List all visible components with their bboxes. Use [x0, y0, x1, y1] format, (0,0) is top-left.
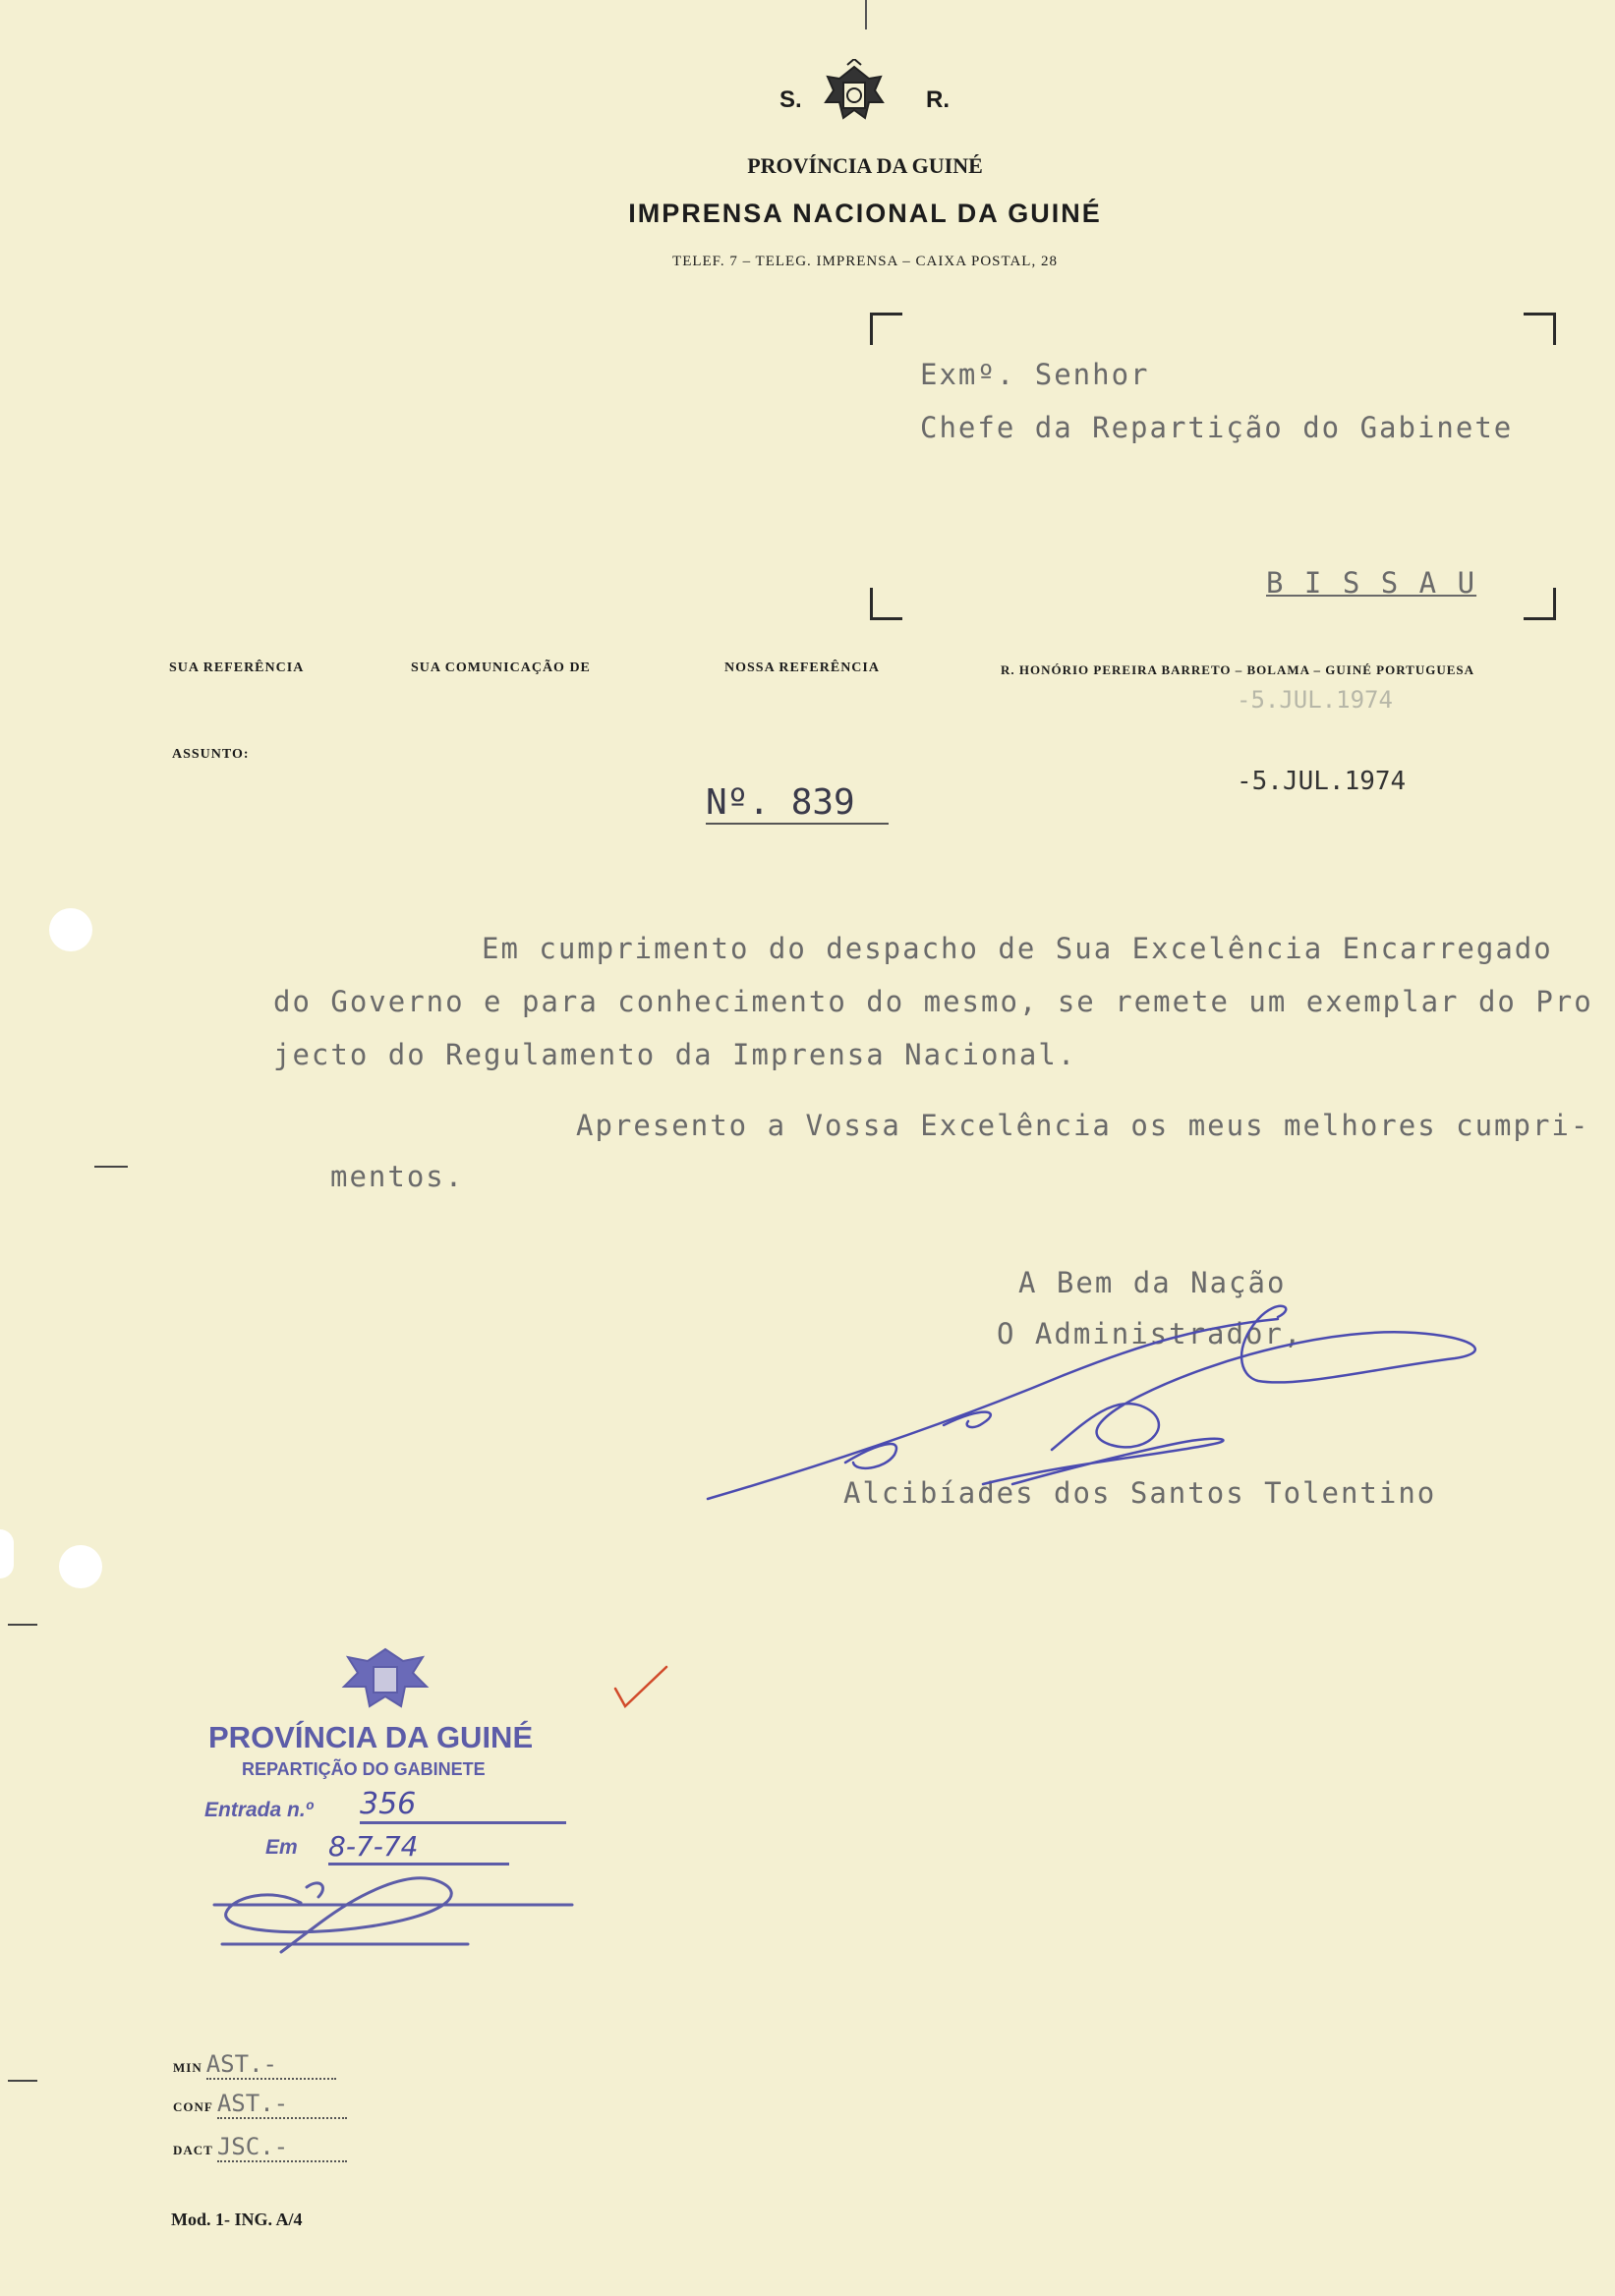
body-line-3: jecto do Regulamento da Imprensa Nacional. [273, 1038, 1077, 1071]
faint-date-stamp: -5.JUL.1974 [1237, 686, 1393, 714]
stamp-province: PROVÍNCIA DA GUINÉ [208, 1720, 534, 1754]
closing-role: O Administrador, [997, 1317, 1303, 1350]
label-sua-comunicacao: SUA COMUNICAÇÃO DE [411, 660, 591, 675]
initials-conf-value: AST.- [217, 2090, 347, 2119]
body-line-5: mentos. [330, 1160, 465, 1193]
addressee-salutation: Exmº. Senhor [920, 358, 1150, 391]
check-mark-icon [611, 1663, 670, 1712]
edge-mark-2 [8, 1624, 37, 1626]
initials-conf [173, 2090, 347, 2119]
initials-conf-label: CONF [173, 2099, 213, 2114]
stamp-date-label: Em [265, 1836, 298, 1859]
stamp-coat-of-arms-icon [336, 1643, 434, 1722]
edge-mark-1 [94, 1166, 128, 1168]
stamp-entry-value: 356 [360, 1787, 566, 1824]
stamp-date-value: 8-7-74 [328, 1830, 509, 1866]
initials-dact [173, 2133, 347, 2162]
initials-dact-value: JSC.- [217, 2133, 347, 2162]
addressee-city: B I S S A U [1266, 566, 1477, 600]
address-corner-bottom-right [1524, 588, 1556, 620]
address-corner-top-left [870, 313, 902, 345]
address-corner-bottom-left [870, 588, 902, 620]
letterhead-s-letter: S. [779, 86, 802, 113]
punch-hole-bottom [59, 1545, 102, 1588]
punch-hole-top [49, 908, 92, 951]
punch-hole-bottom-edge [0, 1529, 14, 1578]
label-address: R. HONÓRIO PEREIRA BARRETO – BOLAMA – GUINÉ PORTUGUESA [1001, 662, 1474, 677]
address-corner-top-right [1524, 313, 1556, 345]
initials-min [173, 2050, 336, 2080]
addressee-title: Chefe da Repartição do Gabinete [920, 411, 1514, 444]
signature-scribble [688, 1297, 1494, 1514]
body-line-4: Apresento a Vossa Excelência os meus melhores cumpri- [576, 1109, 1590, 1142]
form-code: Mod. 1- ING. A/4 [171, 2210, 303, 2229]
initials-min-label: MIN [173, 2060, 202, 2075]
stamp-initials-scribble [212, 1867, 576, 1956]
body-line-2: do Governo e para conhecimento do mesmo, se remete um exemplar do Pro [273, 985, 1593, 1018]
closing-name: Alcibíades dos Santos Tolentino [843, 1476, 1437, 1510]
label-sua-referencia: SUA REFERÊNCIA [169, 660, 305, 675]
closing-motto: A Bem da Nação [1018, 1266, 1287, 1299]
label-nossa-referencia: NOSSA REFERÊNCIA [724, 660, 880, 675]
stamp-entry-label: Entrada n.º [204, 1799, 314, 1821]
initials-min-value: AST.- [206, 2050, 336, 2080]
top-fold-mark [865, 0, 867, 29]
letterhead-contact: TELEF. 7 – TELEG. IMPRENSA – CAIXA POSTAL, 28 [672, 254, 1058, 269]
initials-dact-label: DACT [173, 2143, 213, 2157]
date-stamp: -5.JUL.1974 [1237, 767, 1407, 796]
reference-number: Nº. 839 [706, 782, 889, 825]
letterhead-press: IMPRENSA NACIONAL DA GUINÉ [628, 199, 1102, 228]
stamp-department: REPARTIÇÃO DO GABINETE [242, 1759, 486, 1779]
label-assunto: ASSUNTO: [172, 747, 250, 762]
letterhead [0, 59, 1615, 285]
letterhead-province: PROVÍNCIA DA GUINÉ [747, 153, 983, 178]
edge-mark-3 [8, 2080, 37, 2082]
letterhead-r-letter: R. [926, 86, 950, 113]
body-line-1: Em cumprimento do despacho de Sua Excelência Encarregado [482, 932, 1553, 965]
coat-of-arms-icon [820, 59, 889, 138]
